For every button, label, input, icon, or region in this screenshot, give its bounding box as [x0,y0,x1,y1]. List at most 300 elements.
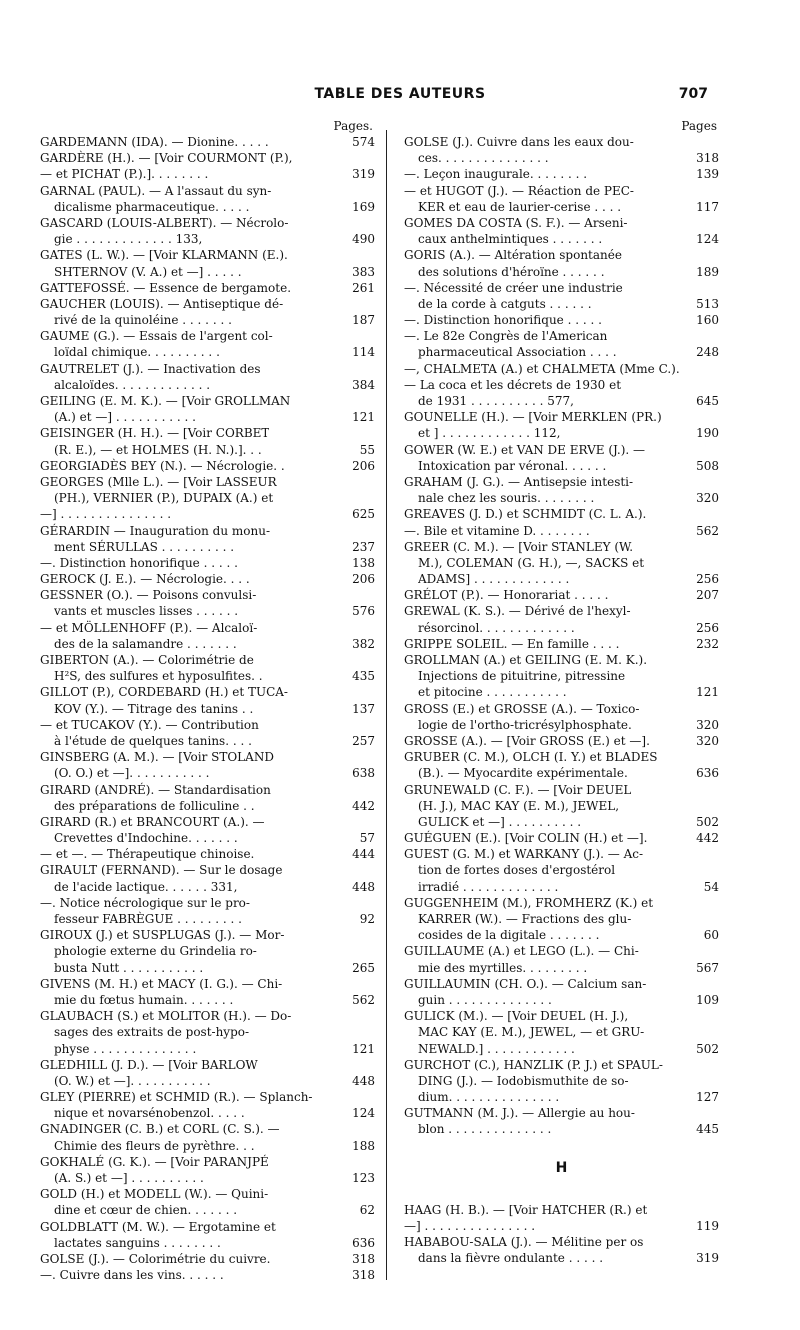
entry-page [691,474,719,490]
entry-page [691,976,719,992]
entry-text: lactates sanguins . . . . . . . . [54,1235,221,1250]
entry-line [404,1250,719,1266]
entry-text: GUGGENHEIM (M.), FROMHERZ (K.) et [404,895,654,910]
entry-text: — La coca et les décrets de 1930 et [404,377,622,392]
entry-text: GUILLAUMIN (CH. O.). — Calcium san- [404,976,647,991]
entry-text: GUTMANN (M. J.). — Allergie au hou- [404,1106,635,1121]
index-entry [404,134,719,166]
entry-line [40,830,375,846]
entry-text: irradié . . . . . . . . . . . . . [418,879,559,894]
entry-text: GOLSE (J.). — Colorimétrie du cuivre. [40,1251,271,1266]
index-entry [404,539,719,588]
entry-page [691,215,719,231]
entry-text: —. Notice nécrologique sur le pro- [40,895,250,910]
entry-text: Intoxication par véronal. . . . . . [418,458,607,473]
index-entry [404,782,719,831]
entry-text: —. Cuivre dans les vins. . . . . . [40,1268,224,1283]
entry-line [404,280,719,296]
entry-page: 625 [352,507,375,522]
index-entry [40,571,375,587]
entry-page: 638 [352,766,375,781]
index-entry [40,1251,375,1267]
entry-line [404,765,719,781]
entry-line [40,1024,375,1040]
entry-text: —. Nécessité de créer une industrie [404,280,623,295]
entry-line [40,717,375,733]
entry-page [347,474,375,490]
entry-line [40,765,375,781]
entry-page: 435 [352,669,375,684]
index-entry [404,474,719,506]
entry-page: 119 [696,1218,719,1233]
entry-text: GUEST (G. M.) et WARKANY (J.). — Ac- [404,847,644,862]
entry-page [347,1154,375,1170]
index-entry [404,701,719,733]
entry-page: 57 [359,831,375,846]
entry-page: 576 [352,604,375,619]
entry-line [404,344,719,360]
entry-line [40,231,375,247]
entry-text: gie . . . . . . . . . . . . . 133, [54,232,203,247]
entry-page [691,377,719,393]
entry-text: SHTERNOV (V. A.) et —] . . . . . [54,264,242,279]
entry-page [347,1008,375,1024]
index-entry [404,506,719,538]
entry-page [347,490,375,506]
entry-text: GASCARD (LOUIS-ALBERT). — Nécrolo- [40,215,289,230]
index-entry [40,523,375,555]
entry-line [40,506,375,522]
entry-text: de l'acide lactique. . . . . . 331, [54,879,238,894]
entry-line [40,895,375,911]
entry-text: de la corde à catguts . . . . . . [418,296,592,311]
entry-page: 319 [352,167,375,182]
entry-page [347,895,375,911]
index-entry [404,247,719,360]
entry-line [404,409,719,425]
entry-text: et ] . . . . . . . . . . . . 112, [418,426,561,441]
entry-text: alcaloïdes. . . . . . . . . . . . . [54,377,211,392]
entry-page [691,911,719,927]
entry-line [404,490,719,506]
entry-text: GINSBERG (A. M.). — [Voir STOLAND [40,750,274,765]
entry-text: GREWAL (K. S.). — Dérivé de l'hexyl- [404,604,631,619]
entry-text: Injections de pituitrine, pitressine [418,669,626,684]
entry-line [40,183,375,199]
entry-text: M.), COLEMAN (G. H.), —, SACKS et [418,555,645,570]
entry-page [347,587,375,603]
entry-text: sages des extraits de post-hypo- [54,1025,250,1040]
index-entry [404,361,719,410]
entry-page [691,1202,719,1218]
entry-page [691,652,719,668]
entry-line [40,1235,375,1251]
entry-page [691,442,719,458]
entry-text: GROLLMAN (A.) et GEILING (E. M. K.). [404,653,648,667]
entry-page: 445 [696,1122,719,1137]
entry-page [347,296,375,312]
entry-text: mie des myrtilles. . . . . . . . . [418,960,588,975]
entry-page: 502 [696,814,719,829]
entry-line [40,425,375,441]
entry-text: phologie externe du Grindelia ro- [54,944,257,959]
entry-page: 188 [352,1138,375,1153]
entry-line [40,1202,375,1218]
entry-line [404,1008,719,1024]
entry-page [347,1186,375,1202]
entry-text: dicalisme pharmaceutique. . . . . [54,199,250,214]
entry-line [404,701,719,717]
entry-text: blon . . . . . . . . . . . . . . [418,1122,552,1137]
entry-line [40,409,375,425]
entry-page: 320 [696,717,719,732]
entry-line [404,862,719,878]
entry-page: 567 [696,960,719,975]
entry-line [40,247,375,263]
entry-line [404,361,719,377]
entry-page [691,782,719,798]
entry-text: cosides de la digitale . . . . . . . [418,928,600,943]
entry-line [404,668,719,684]
entry-line [40,1121,375,1137]
entry-text: ment SÉRULLAS . . . . . . . . . . [54,539,235,554]
entry-line [40,652,375,668]
entry-text: GOUNELLE (H.). — [Voir MERKLEN (PR.) [404,410,662,425]
entry-page [347,1121,375,1137]
entry-page [691,1073,719,1089]
index-entry [404,166,719,215]
entry-page [347,425,375,441]
entry-line [40,199,375,215]
entry-page: 248 [696,345,719,360]
index-entry [40,134,375,150]
entry-page [347,361,375,377]
entry-line [404,539,719,555]
entry-line [40,733,375,749]
entry-text: guin . . . . . . . . . . . . . . [418,992,552,1007]
index-entry [40,749,375,781]
entry-line [40,264,375,280]
entry-text: GIBERTON (A.). — Colorimétrie de [40,653,254,667]
entry-page: 160 [696,313,719,328]
entry-text: GEORGES (Mlle L.). — [Voir LASSEUR [40,474,277,489]
entry-line [404,523,719,539]
entry-text: (A. S.) et —] . . . . . . . . . . [54,1171,204,1185]
index-entries-h [404,1202,719,1267]
entry-text: GAUTRELET (J.). — Inactivation des [40,361,261,376]
entry-line [40,377,375,393]
entry-page [347,183,375,199]
entry-text: GIRARD (ANDRÉ). — Standardisation [40,782,271,797]
entry-text: GUILLAUME (A.) et LEGO (L.). — Chi- [404,944,639,959]
entry-line [40,798,375,814]
entry-text: GILLOT (P.), CORDEBARD (H.) et TUCA- [40,685,288,700]
entry-page: 114 [352,345,375,360]
entry-page: 382 [352,636,375,651]
entry-text: GATES (L. W.). — [Voir KLARMANN (E.). [40,248,288,263]
index-entry [404,976,719,1008]
entry-page [347,1219,375,1235]
entry-page: 189 [696,264,719,279]
entry-line [404,814,719,830]
page-number: 707 [678,86,708,102]
index-entry [404,409,719,441]
entry-page: 127 [696,1090,719,1105]
entry-line [40,636,375,652]
entry-text: GROSSE (A.). — [Voir GROSS (E.) et —]. [404,733,650,748]
entry-line [40,943,375,959]
index-entry [40,927,375,976]
entry-page: 124 [352,1106,375,1121]
entry-text: caux anthelmintiques . . . . . . . [418,232,603,247]
entry-text: et pitocine . . . . . . . . . . . [418,685,567,700]
index-entry [40,1008,375,1057]
index-entry [40,1219,375,1251]
entry-text: dium. . . . . . . . . . . . . . . [418,1090,560,1105]
entry-text: des préparations de folliculine . . [54,798,255,813]
entry-text: vants et muscles lisses . . . . . . [54,604,239,619]
entry-page: 117 [696,199,719,214]
entry-text: (O. O.) et —]. . . . . . . . . . . [54,766,210,781]
entry-text: GARDEMANN (IDA). — Dionine. . . . . [40,135,269,149]
index-entry [404,1008,719,1057]
entry-line [404,1121,719,1137]
index-entry [40,474,375,523]
entry-page: 190 [696,426,719,441]
entry-text: GLEDHILL (J. D.). — [Voir BARLOW [40,1057,258,1072]
entry-line [40,280,375,296]
entry-page [347,782,375,798]
entry-page: 206 [352,572,375,587]
index-entry [40,976,375,1008]
entry-page: 138 [352,555,375,570]
entry-line [40,668,375,684]
entry-text: Chimie des fleurs de pyrèthre. . . [54,1138,255,1153]
entry-page: 448 [352,879,375,894]
entry-line [404,1105,719,1121]
entry-line [404,134,719,150]
entry-text: logie de l'ortho-tricrésylphosphate. [418,717,632,732]
index-entry [40,1089,375,1121]
entry-line [404,830,719,846]
index-entry [40,1267,375,1283]
entry-line [40,215,375,231]
entry-page [691,1008,719,1024]
entry-text: GURCHOT (C.), HANZLIK (P. J.) et SPAUL- [404,1057,663,1072]
entry-text: (H. J.), MAC KAY (E. M.), JEWEL, [418,798,620,813]
entry-line [40,960,375,976]
entry-line [40,782,375,798]
entry-line [40,701,375,717]
entry-line [404,911,719,927]
entry-page [691,1024,719,1040]
entry-line [40,992,375,1008]
entry-line [40,846,375,862]
entry-text: fesseur FABRÈGUE . . . . . . . . . [54,912,242,926]
entry-page [347,1089,375,1105]
index-entry [404,846,719,895]
entry-page: 383 [352,264,375,279]
entry-page [691,539,719,555]
entry-line [404,603,719,619]
entry-line [404,1057,719,1073]
entry-line [404,231,719,247]
right-column [404,118,719,1266]
entry-line [404,199,719,215]
entry-line [40,1041,375,1057]
index-entry [40,296,375,328]
entry-line [40,976,375,992]
entry-page: 319 [696,1251,719,1266]
entry-text: physe . . . . . . . . . . . . . . [54,1041,197,1056]
entry-page: 384 [352,377,375,392]
entry-page: 109 [696,992,719,1007]
entry-page: 645 [696,394,719,408]
index-entry [40,361,375,393]
entry-line [404,377,719,393]
entry-page: 256 [696,620,719,635]
entry-page: 123 [352,1171,375,1185]
entry-text: — et PICHAT (P.).]. . . . . . . . [40,167,209,182]
entry-line [40,1186,375,1202]
entry-text: GOLDBLATT (M. W.). — Ergotamine et [40,1219,276,1234]
entry-line [40,1105,375,1121]
entry-text: des de la salamandre . . . . . . . [54,636,237,651]
entry-page [691,409,719,425]
index-entry [40,684,375,749]
index-entry [40,150,375,182]
entry-text: —. Distinction honorifique . . . . . [404,313,602,328]
entry-page [347,393,375,409]
entry-text: nique et novarsénobenzol. . . . . [54,1106,245,1121]
index-entry [404,215,719,247]
entry-text: (A.) et —] . . . . . . . . . . . [54,410,196,425]
entry-line [40,927,375,943]
entry-text: loïdal chimique. . . . . . . . . . [54,345,220,360]
entry-text: GROSS (E.) et GROSSE (A.). — Toxico- [404,701,640,716]
entry-line [40,296,375,312]
entry-line [404,587,719,603]
entry-page: 636 [696,766,719,781]
entry-page [691,798,719,814]
entry-page [347,150,375,166]
entry-line [40,344,375,360]
entry-text: des solutions d'héroïne . . . . . . [418,264,605,279]
entry-line [404,1073,719,1089]
entry-line [404,215,719,231]
entry-page: 574 [352,135,375,149]
index-entry [40,425,375,457]
entry-line [40,134,375,150]
entry-page: 121 [696,685,719,700]
entry-text: — et MÖLLENHOFF (P.). — Alcaloï- [40,620,258,635]
entry-text: GORIS (A.). — Altération spontanée [404,248,622,263]
entry-text: GREER (C. M.). — [Voir STANLEY (W. [404,539,634,554]
entry-line [40,523,375,539]
entry-line [40,587,375,603]
entry-page: 442 [352,798,375,813]
entry-text: GIVENS (M. H.) et MACY (I. G.). — Chi- [40,976,283,991]
section-letter: H [555,1159,568,1176]
entry-page: 448 [352,1073,375,1088]
entry-text: mie du fœtus humain. . . . . . . [54,992,234,1007]
column-divider [386,130,387,1280]
entry-text: H²S, des sulfures et hyposulfites. . [54,669,263,684]
entry-line [404,166,719,182]
entry-page [691,1234,719,1250]
entry-page: 256 [696,572,719,587]
index-entry [40,555,375,571]
entry-page: 320 [696,733,719,748]
entry-text: (R. E.), — et HOLMES (H. N.).]. . . [54,442,262,457]
entry-line [404,328,719,344]
entry-line [40,539,375,555]
entry-line [40,911,375,927]
entry-text: —. Distinction honorifique . . . . . [40,555,238,570]
entry-text: KARRER (W.). — Fractions des glu- [418,912,632,926]
entry-page: 62 [359,1203,375,1218]
entry-line [40,620,375,636]
entry-text: GEROCK (J. E.). — Nécrologie. . . . [40,572,250,587]
page-title: TABLE DES AUTEURS [314,86,486,102]
index-entry [404,830,719,846]
entry-text: GIROUX (J.) et SUSPLUGAS (J.). — Mor- [40,928,285,943]
entry-text: Crevettes d'Indochine. . . . . . . [54,831,238,846]
index-entry [404,652,719,701]
entry-text: GIRAULT (FERNAND). — Sur le dosage [40,863,283,878]
entry-text: GLAUBACH (S.) et MOLITOR (H.). — Do- [40,1009,292,1024]
index-entry [404,1202,719,1234]
entry-text: — et HUGOT (J.). — Réaction de PEC- [404,183,634,198]
entry-text: GRÉLOT (P.). — Honorariat . . . . . [404,588,609,603]
entry-line [40,361,375,377]
entry-text: GRIPPE SOLEIL. — En famille . . . . [404,636,620,651]
entry-line [404,846,719,862]
entry-line [40,879,375,895]
entry-line [404,1024,719,1040]
entry-page [347,684,375,700]
entry-text: HABABOU-SALA (J.). — Mélitine per os [404,1235,644,1249]
entry-text: NEWALD.] . . . . . . . . . . . . [418,1041,575,1056]
entry-line [404,652,719,668]
index-entry [40,1121,375,1153]
entry-line [404,749,719,765]
entry-page [691,943,719,959]
entry-line [40,474,375,490]
entry-page: 206 [352,458,375,473]
index-entry [404,749,719,781]
entry-page [691,603,719,619]
entry-line [40,814,375,830]
entry-line [404,636,719,652]
entry-page [347,1024,375,1040]
entry-text: DING (J.). — Iodobismuthite de so- [418,1073,629,1088]
entry-text: GRAHAM (J. G.). — Antisepsie intesti- [404,474,634,489]
entry-line [404,879,719,895]
entry-page [347,943,375,959]
entry-line [404,1041,719,1057]
entry-line [40,1057,375,1073]
entry-page: 121 [352,410,375,425]
entry-line [40,1219,375,1235]
index-entry [404,1234,719,1266]
entry-page [691,749,719,765]
entry-text: —. Le 82e Congrès de l'American [404,329,608,344]
entry-line [40,749,375,765]
entry-text: ces. . . . . . . . . . . . . . . [418,151,549,166]
entry-line [404,474,719,490]
index-entry [40,1154,375,1186]
